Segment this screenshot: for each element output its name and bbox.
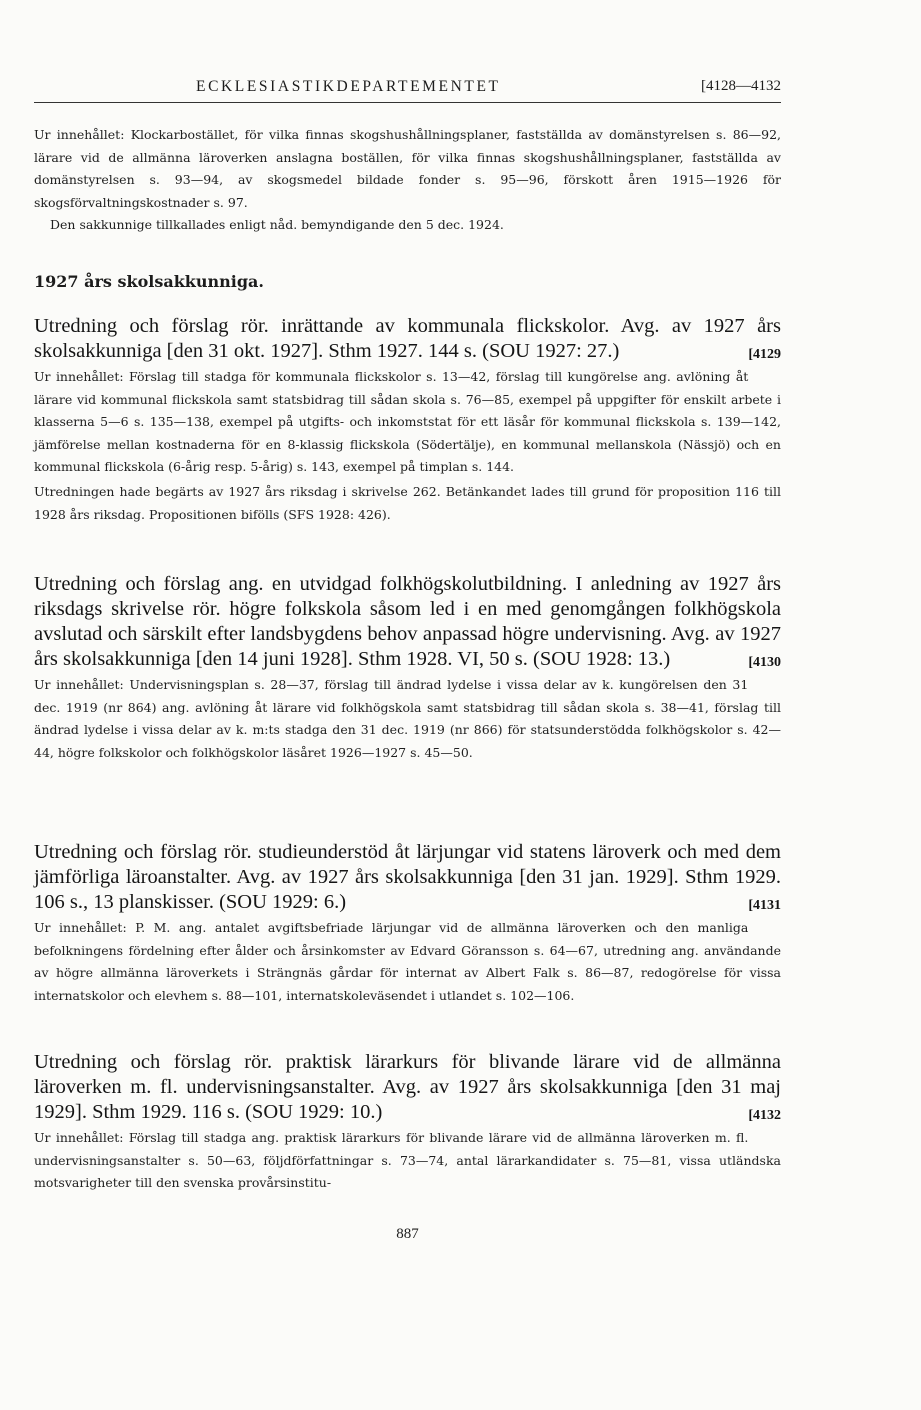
intro-note: Den sakkunnige tillkallades enligt nåd. bemyndigande den 5 dec. 1924. (50, 217, 504, 233)
entry-contents: Ur innehållet: Förslag till stadga för kommunala flickskolor s. 13—42, förslag till kungörelse ang. avlöning åt lärare vid kommunal flickskola samt statsbidrag till sådan skola s. 76—85, exempel på uppgifter för enskilt arbete i klasserna 5—6 s. 135—138, exempel på utgifts- och inkomststat för ett läsår för kommunal flickskola s. 139—142, jämförelse mellan kostnaderna för en 8-klassig flickskola (Södertälje), en kommunal mellanskola (Nässjö) och en kommunal flickskola (6-årig resp. 5-årig) s. 143, exempel på timplan s. 144. (34, 369, 781, 475)
intro-block (34, 124, 781, 237)
entry-title-text: Utredning och förslag rör. studieunderstöd åt lärjungar vid statens läroverk och med dem jämförliga läroanstalter. Avg. av 1927 års skolsakkunniga [den 31 jan. 1929]. Sthm 1929. 106 s., 13 planskisser. (SOU 1929: 6.) (34, 841, 781, 913)
entry-number: [4130 (748, 655, 781, 670)
page-number: 887 (396, 1226, 419, 1242)
entry-range: [4128—4132 (701, 78, 781, 94)
entry-number: [4132 (748, 1108, 781, 1123)
entry-number: [4129 (748, 347, 781, 362)
entry-title (34, 840, 781, 915)
entry-contents: Ur innehållet: Förslag till stadga ang. praktisk lärarkurs för blivande lärare vid de allmänna läroverken m. fl. undervisningsanstalter s. 50—63, följdförfattningar s. 73—74, antal lärarkandidater s. 75—81, vissa utländska motsvarigheter till den svenska provårsinstitu- (34, 1130, 781, 1191)
entry-note: Utredningen hade begärts av 1927 års riksdag i skrivelse 262. Betänkandet lades till grund för proposition 116 till 1928 års riksdag. Propositionen bifölls (SFS 1928: 426). (34, 483, 781, 522)
entry-4129 (34, 314, 781, 526)
entry-title-text: Utredning och förslag rör. inrättande av kommunala flickskolor. Avg. av 1927 års skolsakkunniga [den 31 okt. 1927]. Sthm 1927. 144 s. (SOU 1927: 27.) (34, 315, 781, 362)
entry-contents: Ur innehållet: Undervisningsplan s. 28—37, förslag till ändrad lydelse i vissa delar av k. kungörelsen den 31 dec. 1919 (nr 864) ang. avlöning åt lärare vid folkhögskola samt statsbidrag till sådan skola s. 38—41, förslag till ändrad lydelse i vissa delar av k. m:ts stadga den 31 dec. 1919 (nr 866) för statsunderstödda folkhögskolor s. 42—44, högre folkskolor och folkhögskolor läsåret 1926—1927 s. 45—50. (34, 677, 781, 760)
header-rule (34, 102, 781, 103)
entry-contents: Ur innehållet: P. M. ang. antalet avgiftsbefriade lärjungar vid de allmänna läroverken och den manliga befolkningens fördelning efter ålder och årsinkomster av Edvard Göransson s. 64—67, utredning ang. användande av högre allmänna läroverkets i Strängnäs gårdar för internat av Albert Falk s. 86—87, redogörelse för vissa internatskolor och elevhem s. 88—101, internatskoleväsendet i utlandet s. 102—106. (34, 920, 781, 1003)
entry-title (34, 572, 781, 672)
entry-title-text: Utredning och förslag ang. en utvidgad folkhögskolutbildning. I anledning av 1927 års riksdags skrivelse rör. högre folkskola såsom led i en med genomgången folkhögskola avslutad och särskilt efter landsbygdens behov anpassad högre undervisning. Avg. av 1927 års skolsakkunniga [den 14 juni 1928]. Sthm 1928. VI, 50 s. (SOU 1928: 13.) (34, 573, 781, 670)
entry-number: [4131 (748, 898, 781, 913)
running-header (34, 78, 781, 98)
running-title: ECKLESIASTIKDEPARTEMENTET (196, 78, 501, 95)
entry-title (34, 314, 781, 364)
entry-title (34, 1050, 781, 1125)
entry-4131 (34, 840, 781, 1007)
section-heading: 1927 års skolsakkunniga. (34, 272, 264, 291)
intro-contents: Ur innehållet: Klockarbostället, för vilka finnas skogshushållningsplaner, fastställda av domänstyrelsen s. 86—92, lärare vid de allmänna läroverken anslagna boställen, för vilka finnas skogshushållningsplaner, fastställda av domänstyrelsen s. 93—94, av skogsmedel bildade fonder s. 95—96, förskott åren 1915—1926 för skogsförvaltningskostnader s. 97. (34, 127, 781, 210)
entry-4132 (34, 1050, 781, 1195)
entry-title-text: Utredning och förslag rör. praktisk lärarkurs för blivande lärare vid de allmänna läroverken m. fl. undervisningsanstalter. Avg. av 1927 års skolsakkunniga [den 31 maj 1929]. Sthm 1929. 116 s. (SOU 1929: 10.) (34, 1051, 781, 1123)
entry-4130 (34, 572, 781, 764)
